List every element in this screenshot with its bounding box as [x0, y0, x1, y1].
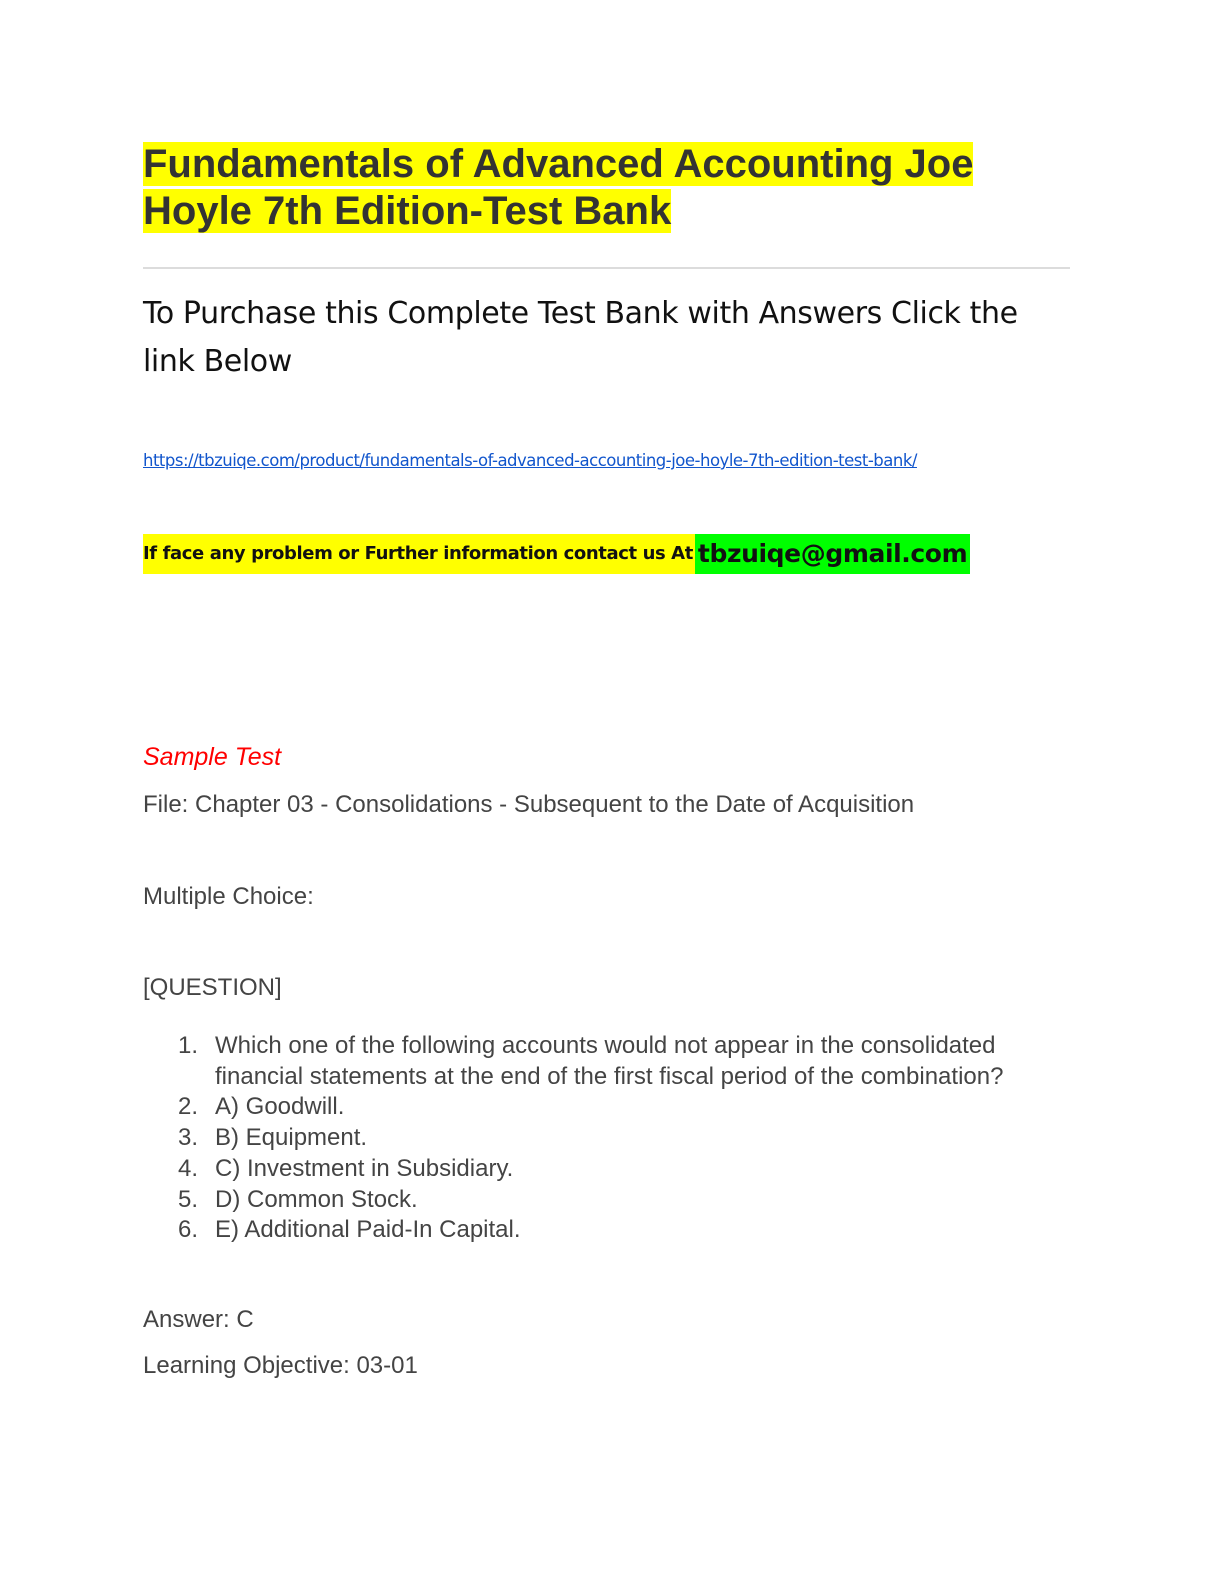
purchase-link[interactable]: https://tbzuiqe.com/product/fundamentals-of-advanced-accounting-joe-hoyle-7th-edition-test-bank/ — [143, 451, 917, 470]
list-item-text: C) Investment in Subsidiary. — [215, 1154, 514, 1182]
multiple-choice-label: Multiple Choice: — [143, 883, 314, 910]
purchase-instructions: To Purchase this Complete Test Bank with Answers Click the link Below — [143, 296, 1018, 379]
answer-option-e — [143, 1215, 1063, 1246]
question-stem — [143, 1031, 1063, 1092]
list-item-text: A) Goodwill. — [215, 1093, 345, 1121]
answer-option-a — [143, 1092, 1063, 1123]
document-title — [143, 141, 1043, 235]
list-item-text: Which one of the following accounts would not appear in the consolidated financial statements at the end of the first fiscal period of the combination? — [215, 1032, 1004, 1090]
answer-line: Answer: C — [143, 1306, 254, 1333]
question-tag: [QUESTION] — [143, 974, 282, 1001]
question-list — [143, 1031, 1063, 1246]
list-number: 5. — [178, 1185, 199, 1213]
list-number: 3. — [178, 1124, 199, 1152]
title-line-2: Hoyle 7th Edition-Test Bank — [143, 189, 672, 233]
contact-line — [143, 534, 970, 574]
list-number: 2. — [178, 1093, 199, 1121]
title-line-1: Fundamentals of Advanced Accounting Joe — [143, 142, 974, 186]
list-number: 6. — [178, 1216, 199, 1244]
horizontal-divider — [143, 267, 1070, 269]
answer-option-d — [143, 1185, 1063, 1216]
contact-email[interactable]: tbzuiqe@gmail.com — [695, 534, 970, 574]
list-number: 4. — [178, 1154, 199, 1182]
contact-text: If face any problem or Further information contact us At — [143, 534, 695, 574]
answer-option-b — [143, 1123, 1063, 1154]
list-item-text: E) Additional Paid-In Capital. — [215, 1216, 521, 1244]
list-number: 1. — [178, 1032, 199, 1059]
learning-objective-line: Learning Objective: 03-01 — [143, 1352, 418, 1379]
file-chapter-line: File: Chapter 03 - Consolidations - Subsequent to the Date of Acquisition — [143, 791, 915, 818]
answer-option-c — [143, 1154, 1063, 1185]
list-item-text: B) Equipment. — [215, 1124, 368, 1152]
list-item-text: D) Common Stock. — [215, 1185, 418, 1213]
sample-test-label: Sample Test — [143, 743, 282, 771]
